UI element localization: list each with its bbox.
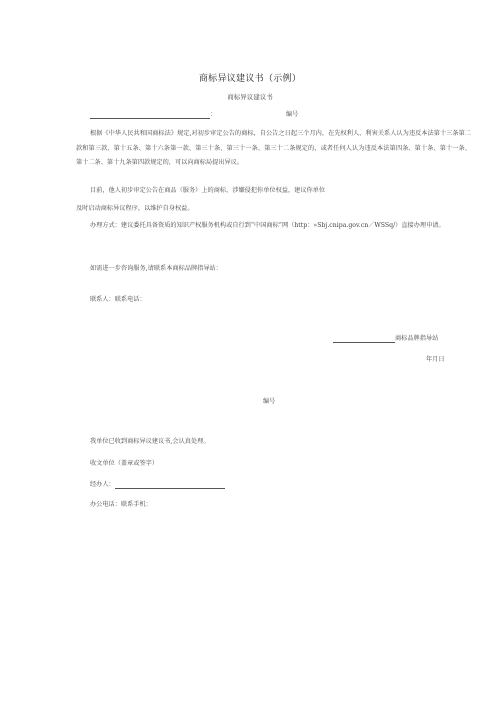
number-label: 编号 xyxy=(286,111,299,118)
handler-blank xyxy=(115,481,225,489)
addressee-line xyxy=(90,110,216,119)
signature-line xyxy=(333,334,438,343)
receipt-text: 我单位已收到商标异议建议书,会认真处理。 xyxy=(90,438,210,445)
paragraph-current-line1: 目前，他人初步审定公告在商品（服务）上的商标，涉嫌侵犯你单位权益，建议你单位 xyxy=(90,187,326,194)
document-title: 商标异议建议书（示例） xyxy=(198,74,302,84)
signature-blank xyxy=(333,335,395,343)
paragraph-method: 办理方式：建议委托具备资质的知识产权服务机构或自行到“中国商标”网（http：»Sbj.cnipa.gov.cn／WSSq/）直接办理申请。 xyxy=(90,222,445,229)
addressee-colon: ： xyxy=(210,111,217,118)
office-phone-label: 办公电话：联系手机： xyxy=(90,501,152,508)
paragraph-consult: 如需进一步咨询服务,请联系本商标品牌指导站： xyxy=(90,265,222,272)
signature-org: 商标品牌指导站 xyxy=(395,335,439,342)
handler-label: 经办人： xyxy=(90,481,115,488)
document-subtitle: 商标异议建议书 xyxy=(227,93,273,101)
addressee-blank xyxy=(90,111,210,119)
handler-line xyxy=(90,480,225,489)
contact-line: 联系人：联系电话： xyxy=(90,296,146,303)
paragraph-current-line2: 及时启动商标异议程序，以维护自身权益。 xyxy=(76,205,194,212)
receipt-number-label: 编号 xyxy=(263,398,276,405)
paragraph-law: 根据《中华人民共和国商标法》规定,对初步审定公告的商标，自公告之日起三个月内，在先权利人、利害关系人认为违反本法第十三条第二款和第三款、第十五条、第十六条第一款、第三十条、第三十一条、第三十二条规定的，或者任何人认为违反本法第四条、第十条、第十一条、第十二条、第十九条第四款规定的，可以向商标局提出异议。 xyxy=(76,130,471,166)
signature-date: 年月日 xyxy=(426,356,445,363)
receiver-label: 收文单位（盖章或签字） xyxy=(90,460,159,467)
